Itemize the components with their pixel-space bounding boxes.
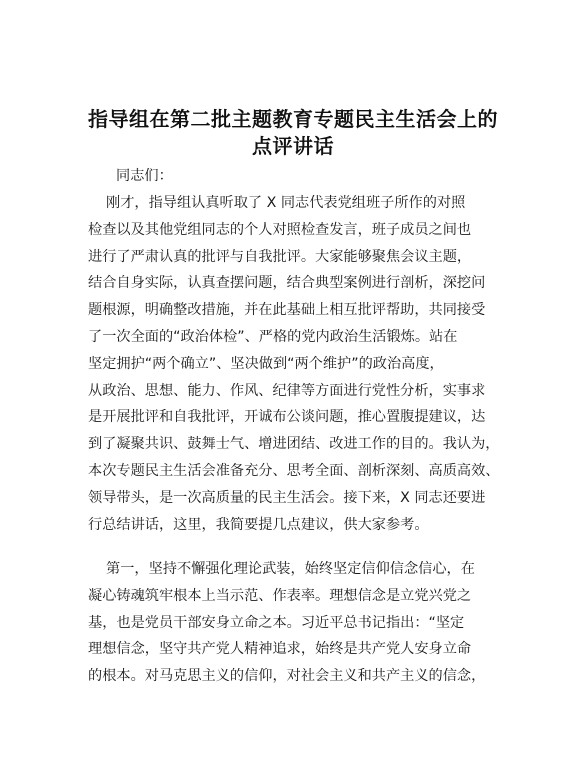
paragraph-line: 进行了严肃认真的批评与自我批评。大家能够聚焦会议主题， [88,248,472,265]
document-title-line-2: 点评讲话 [252,134,334,158]
paragraph-line: 坚定拥护“两个确立”、坚决做到“两个维护”的政治高度， [88,355,444,372]
paragraph-line: 凝心铸魂筑牢根本上当示范、作表率。理想信念是立党兴党之 [88,587,472,604]
paragraph-line: 是开展批评和自我批评，开诚布公谈问题，推心置腹提建议，达 [88,409,486,426]
paragraph-line: 题根源，明确整改措施，并在此基础上相互批评帮助，共同接受 [88,302,486,319]
paragraph-line: 了一次全面的“政治体检”、严格的党内政治生活锻炼。站在 [88,328,458,345]
paragraph-line: 检查以及其他党组同志的个人对照检查发言，班子成员之间也 [88,221,472,238]
document-title-line-1: 指导组在第二批主题教育专题民主生活会上的 [88,107,498,131]
paragraph-line: 的根本。对马克思主义的信仰，对社会主义和共产主义的信念， [88,668,486,685]
paragraph-line: 本次专题民主生活会准备充分、思考全面、剖析深刻、高质高效、 [88,462,500,479]
paragraph-line: 刚才，指导组认真听取了 X 同志代表党组班子所作的对照 [88,195,466,211]
paragraph-line: 行总结讲话，这里，我简要提几点建议，供大家参考。 [88,516,429,533]
paragraph-1 [88,190,498,538]
paragraph-line: 到了凝聚共识、鼓舞士气、增进团结、改进工作的目的。我认为， [88,436,500,453]
paragraph-line: 第一，坚持不懈强化理论武装，始终坚定信仰信念信心，在 [88,561,475,577]
paragraph-line: 理想信念，坚守共产党人精神追求，始终是共产党人安身立命 [88,641,472,658]
paragraph-2 [88,556,498,690]
paragraph-line: 领导带头，是一次高质量的民主生活会。接下来，X 同志还要进 [88,489,486,506]
paragraph-line: 从政治、思想、能力、作风、纪律等方面进行党性分析，实事求 [88,382,486,399]
paragraph-line: 基，也是党员干部安身立命之本。习近平总书记指出：“坚定 [88,614,465,631]
paragraph-line: 结合自身实际，认真查摆问题，结合典型案例进行剖析，深挖问 [88,275,486,292]
salutation: 同志们： [116,168,173,184]
